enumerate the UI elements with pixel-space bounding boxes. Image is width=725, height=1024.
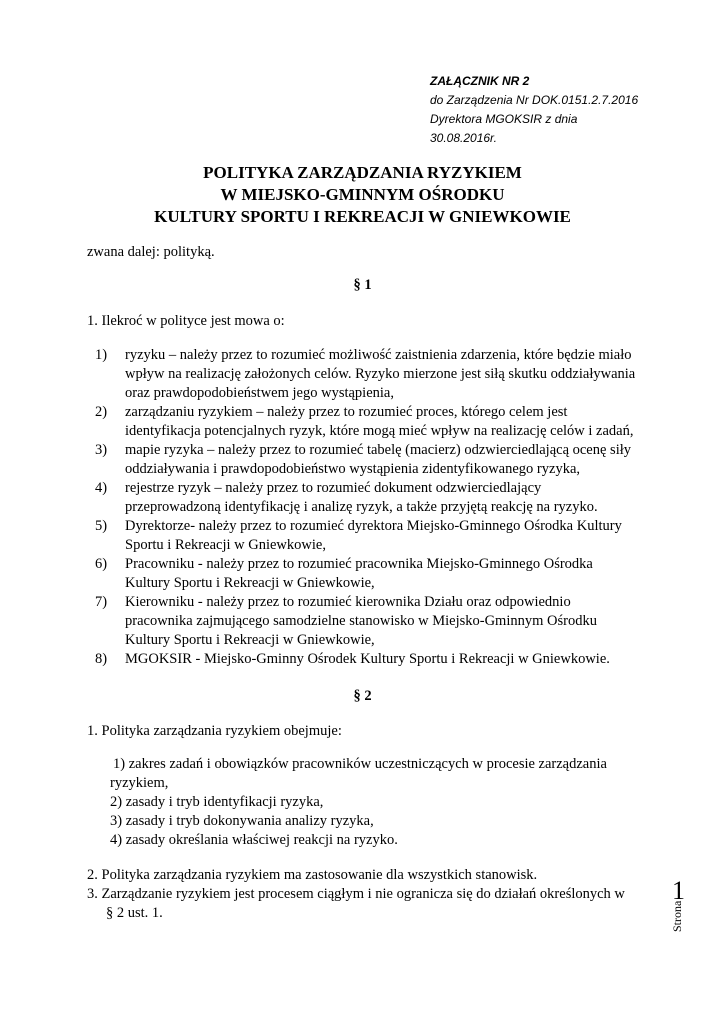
scope-item: ryzykiem, bbox=[110, 775, 169, 791]
definition-text: rejestrze ryzyk – należy przez to rozumieć dokument odzwierciedlający bbox=[125, 480, 542, 496]
page-label: Strona bbox=[670, 900, 684, 932]
definition-number: 4) bbox=[95, 480, 108, 496]
definition-item bbox=[95, 479, 635, 498]
definition-number: 2) bbox=[95, 404, 108, 420]
definition-number: 6) bbox=[95, 556, 108, 572]
attachment-line-2: do Zarządzenia Nr DOK.0151.2.7.2016 bbox=[430, 93, 639, 107]
definition-text: oraz prawdopodobieństwem jego wystąpienia, bbox=[125, 385, 394, 401]
definition-text: MGOKSIR - Miejsko-Gminny Ośrodek Kultury Sportu i Rekreacji w Gniewkowie. bbox=[125, 651, 610, 667]
definition-text: przeprowadzoną identyfikację i analizę ryzyk, a także przyjętą reakcję na ryzyko. bbox=[125, 499, 598, 515]
title-line-1: POLITYKA ZARZĄDZANIA RYZYKIEM bbox=[203, 163, 522, 182]
definition-text: wpływ na realizację założonych celów. Ryzyko mierzone jest siłą skutku oddziaływania bbox=[125, 366, 636, 382]
section-2-heading: § 2 bbox=[353, 688, 372, 704]
page-number: 1 bbox=[672, 876, 685, 905]
attachment-line-3: Dyrektora MGOKSIR z dnia bbox=[430, 112, 578, 126]
definition-item bbox=[95, 650, 635, 669]
definition-text: Kultury Sportu i Rekreacji w Gniewkowie, bbox=[125, 575, 375, 591]
document-title bbox=[0, 162, 725, 228]
definition-number: 5) bbox=[95, 518, 108, 534]
section-1-heading: § 1 bbox=[353, 277, 372, 293]
attachment-note bbox=[430, 72, 638, 148]
definition-text: Kierowniku - należy przez to rozumieć kierownika Działu oraz odpowiednio bbox=[125, 594, 571, 610]
definition-text: Pracowniku - należy przez to rozumieć pracownika Miejsko-Gminnego Ośrodka bbox=[125, 556, 593, 572]
section-2-point-1: 1. Polityka zarządzania ryzykiem obejmuje: bbox=[87, 723, 342, 739]
definition-text: oddziaływania i prawdopodobieństwo wystąpienia zidentyfikowanego ryzyka, bbox=[125, 461, 581, 477]
definition-text: identyfikacja potencjalnych ryzyk, które mogą mieć wpływ na realizację celów i zadań, bbox=[125, 423, 634, 439]
definition-text: mapie ryzyka – należy przez to rozumieć tabelę (macierz) odzwierciedlającą ocenę siły bbox=[125, 442, 632, 458]
definitions-list bbox=[95, 346, 635, 669]
title-line-2: W MIEJSKO-GMINNYM OŚRODKU bbox=[220, 185, 505, 204]
definition-number: 7) bbox=[95, 594, 108, 610]
attachment-line-4: 30.08.2016r. bbox=[430, 131, 497, 145]
scope-item: 4) zasady określania właściwej reakcji na ryzyko. bbox=[110, 832, 398, 848]
definition-item bbox=[95, 517, 635, 536]
section-2-point-3-cont: § 2 ust. 1. bbox=[106, 905, 163, 921]
definition-text: Dyrektorze- należy przez to rozumieć dyrektora Miejsko-Gminnego Ośrodka Kultury bbox=[125, 518, 622, 534]
definition-text: pracownika zajmującego samodzielne stanowisko w Miejsko-Gminnym Ośrodku bbox=[125, 613, 597, 629]
definition-text: ryzyku – należy przez to rozumieć możliwość zaistnienia zdarzenia, które będzie miało bbox=[125, 347, 632, 363]
scope-list bbox=[110, 755, 607, 850]
section-2-point-2: 2. Polityka zarządzania ryzykiem ma zastosowanie dla wszystkich stanowisk. bbox=[87, 867, 538, 883]
definition-text: Kultury Sportu i Rekreacji w Gniewkowie, bbox=[125, 632, 375, 648]
attachment-title: ZAŁĄCZNIK NR 2 bbox=[430, 74, 530, 88]
scope-item: 3) zasady i tryb dokonywania analizy ryzyka, bbox=[110, 813, 374, 829]
scope-item: 1) zakres zadań i obowiązków pracowników uczestniczących w procesie zarządzania bbox=[113, 756, 607, 772]
definition-number: 3) bbox=[95, 442, 108, 458]
definition-text: zarządzaniu ryzykiem – należy przez to rozumieć proces, którego celem jest bbox=[125, 404, 568, 420]
title-line-3: KULTURY SPORTU I REKREACJI W GNIEWKOWIE bbox=[154, 207, 571, 226]
definition-text: Sportu i Rekreacji w Gniewkowie, bbox=[125, 537, 326, 553]
definition-item bbox=[95, 593, 635, 612]
definition-number: 8) bbox=[95, 651, 108, 667]
definition-item bbox=[95, 403, 635, 422]
intro-text: zwana dalej: polityką. bbox=[87, 244, 215, 260]
definition-item bbox=[95, 346, 635, 365]
definition-item bbox=[95, 441, 635, 460]
definition-number: 1) bbox=[95, 347, 108, 363]
definition-item bbox=[95, 555, 635, 574]
section-2-point-3: 3. Zarządzanie ryzykiem jest procesem ciągłym i nie ogranicza się do działań określonych w bbox=[87, 886, 625, 902]
scope-item: 2) zasady i tryb identyfikacji ryzyka, bbox=[110, 794, 324, 810]
section-1-point-1: 1. Ilekroć w polityce jest mowa o: bbox=[87, 313, 285, 329]
